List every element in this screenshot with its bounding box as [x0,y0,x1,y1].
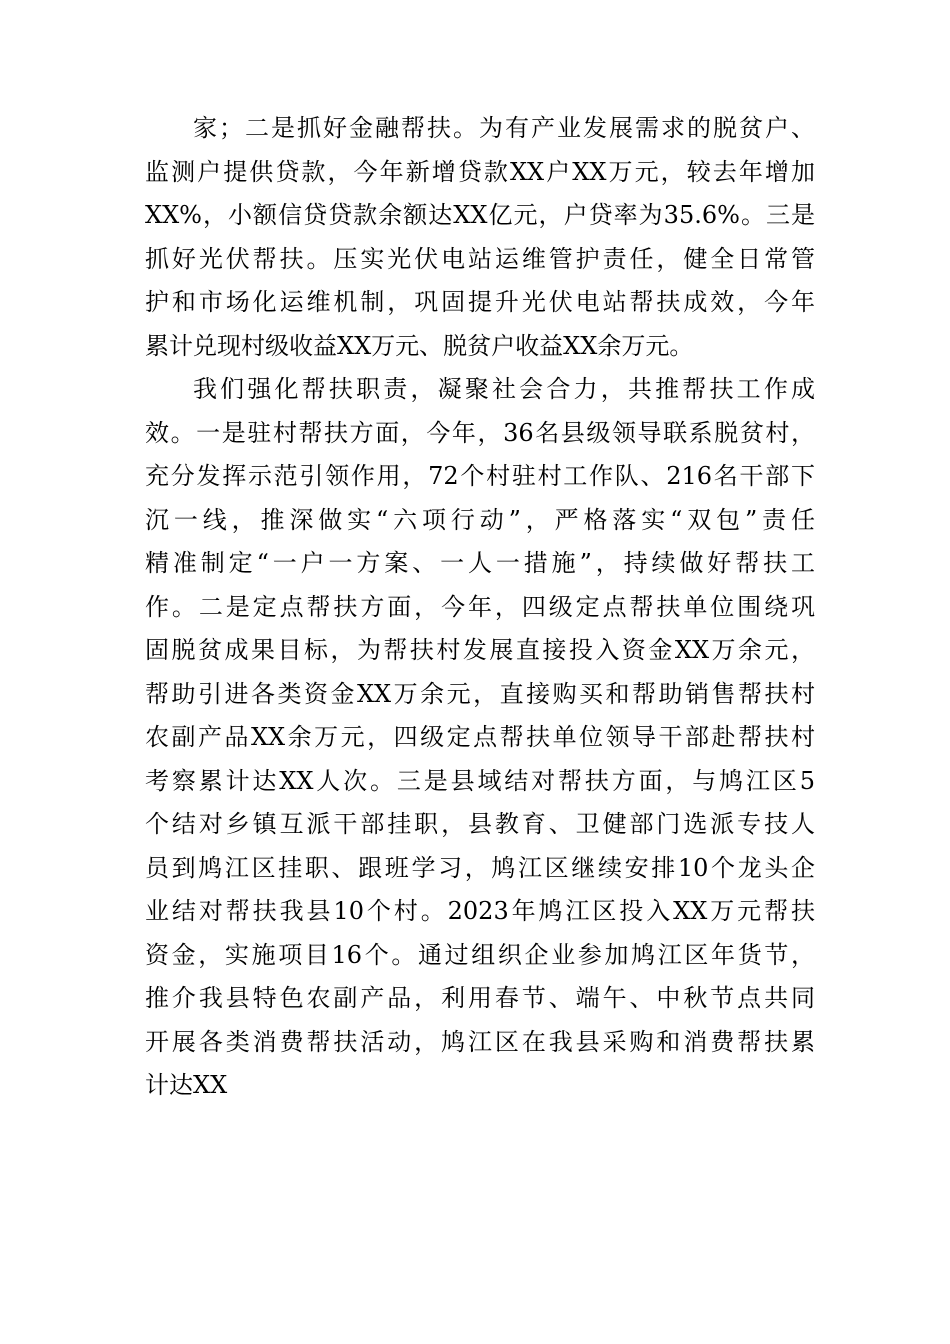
paragraph-2-line-14: 资金，实施项目16个。通过组织企业参加鸠江区年货节， [145,940,815,969]
paragraph-2-line-10: 考察累计达XX人次。三是县域结对帮扶方面，与鸠江区5 [145,766,815,795]
paragraph-1-line-1: 家；二是抓好金融帮扶。为有产业发展需求的脱贫户、 [193,114,815,142]
paragraph-2-line-8: 帮助引进各类资金XX万余元，直接购买和帮助销售帮扶村 [145,679,815,708]
paragraph-2-line-1: 我们强化帮扶职责，凝聚社会合力，共推帮扶工作成 [193,375,815,403]
paragraph-2-line-15: 推介我县特色农副产品，利用春节、端午、中秋节点共同 [145,984,815,1012]
paragraph-2-line-7: 固脱贫成果目标，为帮扶村发展直接投入资金XX万余元， [145,636,815,664]
paragraph-2-line-17: 计达XX [145,1071,228,1099]
paragraph-2-line-3: 充分发挥示范引领作用，72个村驻村工作队、216名干部下 [145,462,815,490]
paragraph-2-line-9: 农副产品XX余万元，四级定点帮扶单位领导干部赴帮扶村 [145,723,815,751]
document-body [145,107,815,1108]
paragraph-1-line-2: 监测户提供贷款，今年新增贷款XX户XX万元，较去年增加 [145,157,815,186]
paragraph-2-line-5: 精准制定“一户一方案、一人一措施”，持续做好帮扶工 [145,549,815,577]
paragraph-2-line-2: 效。一是驻村帮扶方面，今年，36名县级领导联系脱贫村， [145,418,815,447]
paragraph-2-line-13: 业结对帮扶我县10个村。2023年鸠江区投入XX万元帮扶 [145,897,815,925]
paragraph-2-line-12: 员到鸠江区挂职、跟班学习，鸠江区继续安排10个龙头企 [145,853,815,882]
paragraph-2-line-4: 沉一线，推深做实“六项行动”，严格落实“双包”责任 [145,505,815,534]
paragraph-2-line-6: 作。二是定点帮扶方面，今年，四级定点帮扶单位围绕巩 [145,592,815,621]
paragraph-1-line-3: XX%，小额信贷贷款余额达XX亿元，户贷率为35.6%。三是 [145,201,815,229]
paragraph-2-line-11: 个结对乡镇互派干部挂职，县教育、卫健部门选派专技人 [145,810,815,838]
paragraph-1-line-5: 护和市场化运维机制，巩固提升光伏电站帮扶成效，今年 [145,288,815,316]
paragraph-1-line-4: 抓好光伏帮扶。压实光伏电站运维管护责任，健全日常管 [145,244,815,273]
paragraph-2-line-16: 开展各类消费帮扶活动，鸠江区在我县采购和消费帮扶累 [145,1027,815,1056]
paragraph-1-line-6: 累计兑现村级收益XX万元、脱贫户收益XX余万元。 [145,331,694,360]
